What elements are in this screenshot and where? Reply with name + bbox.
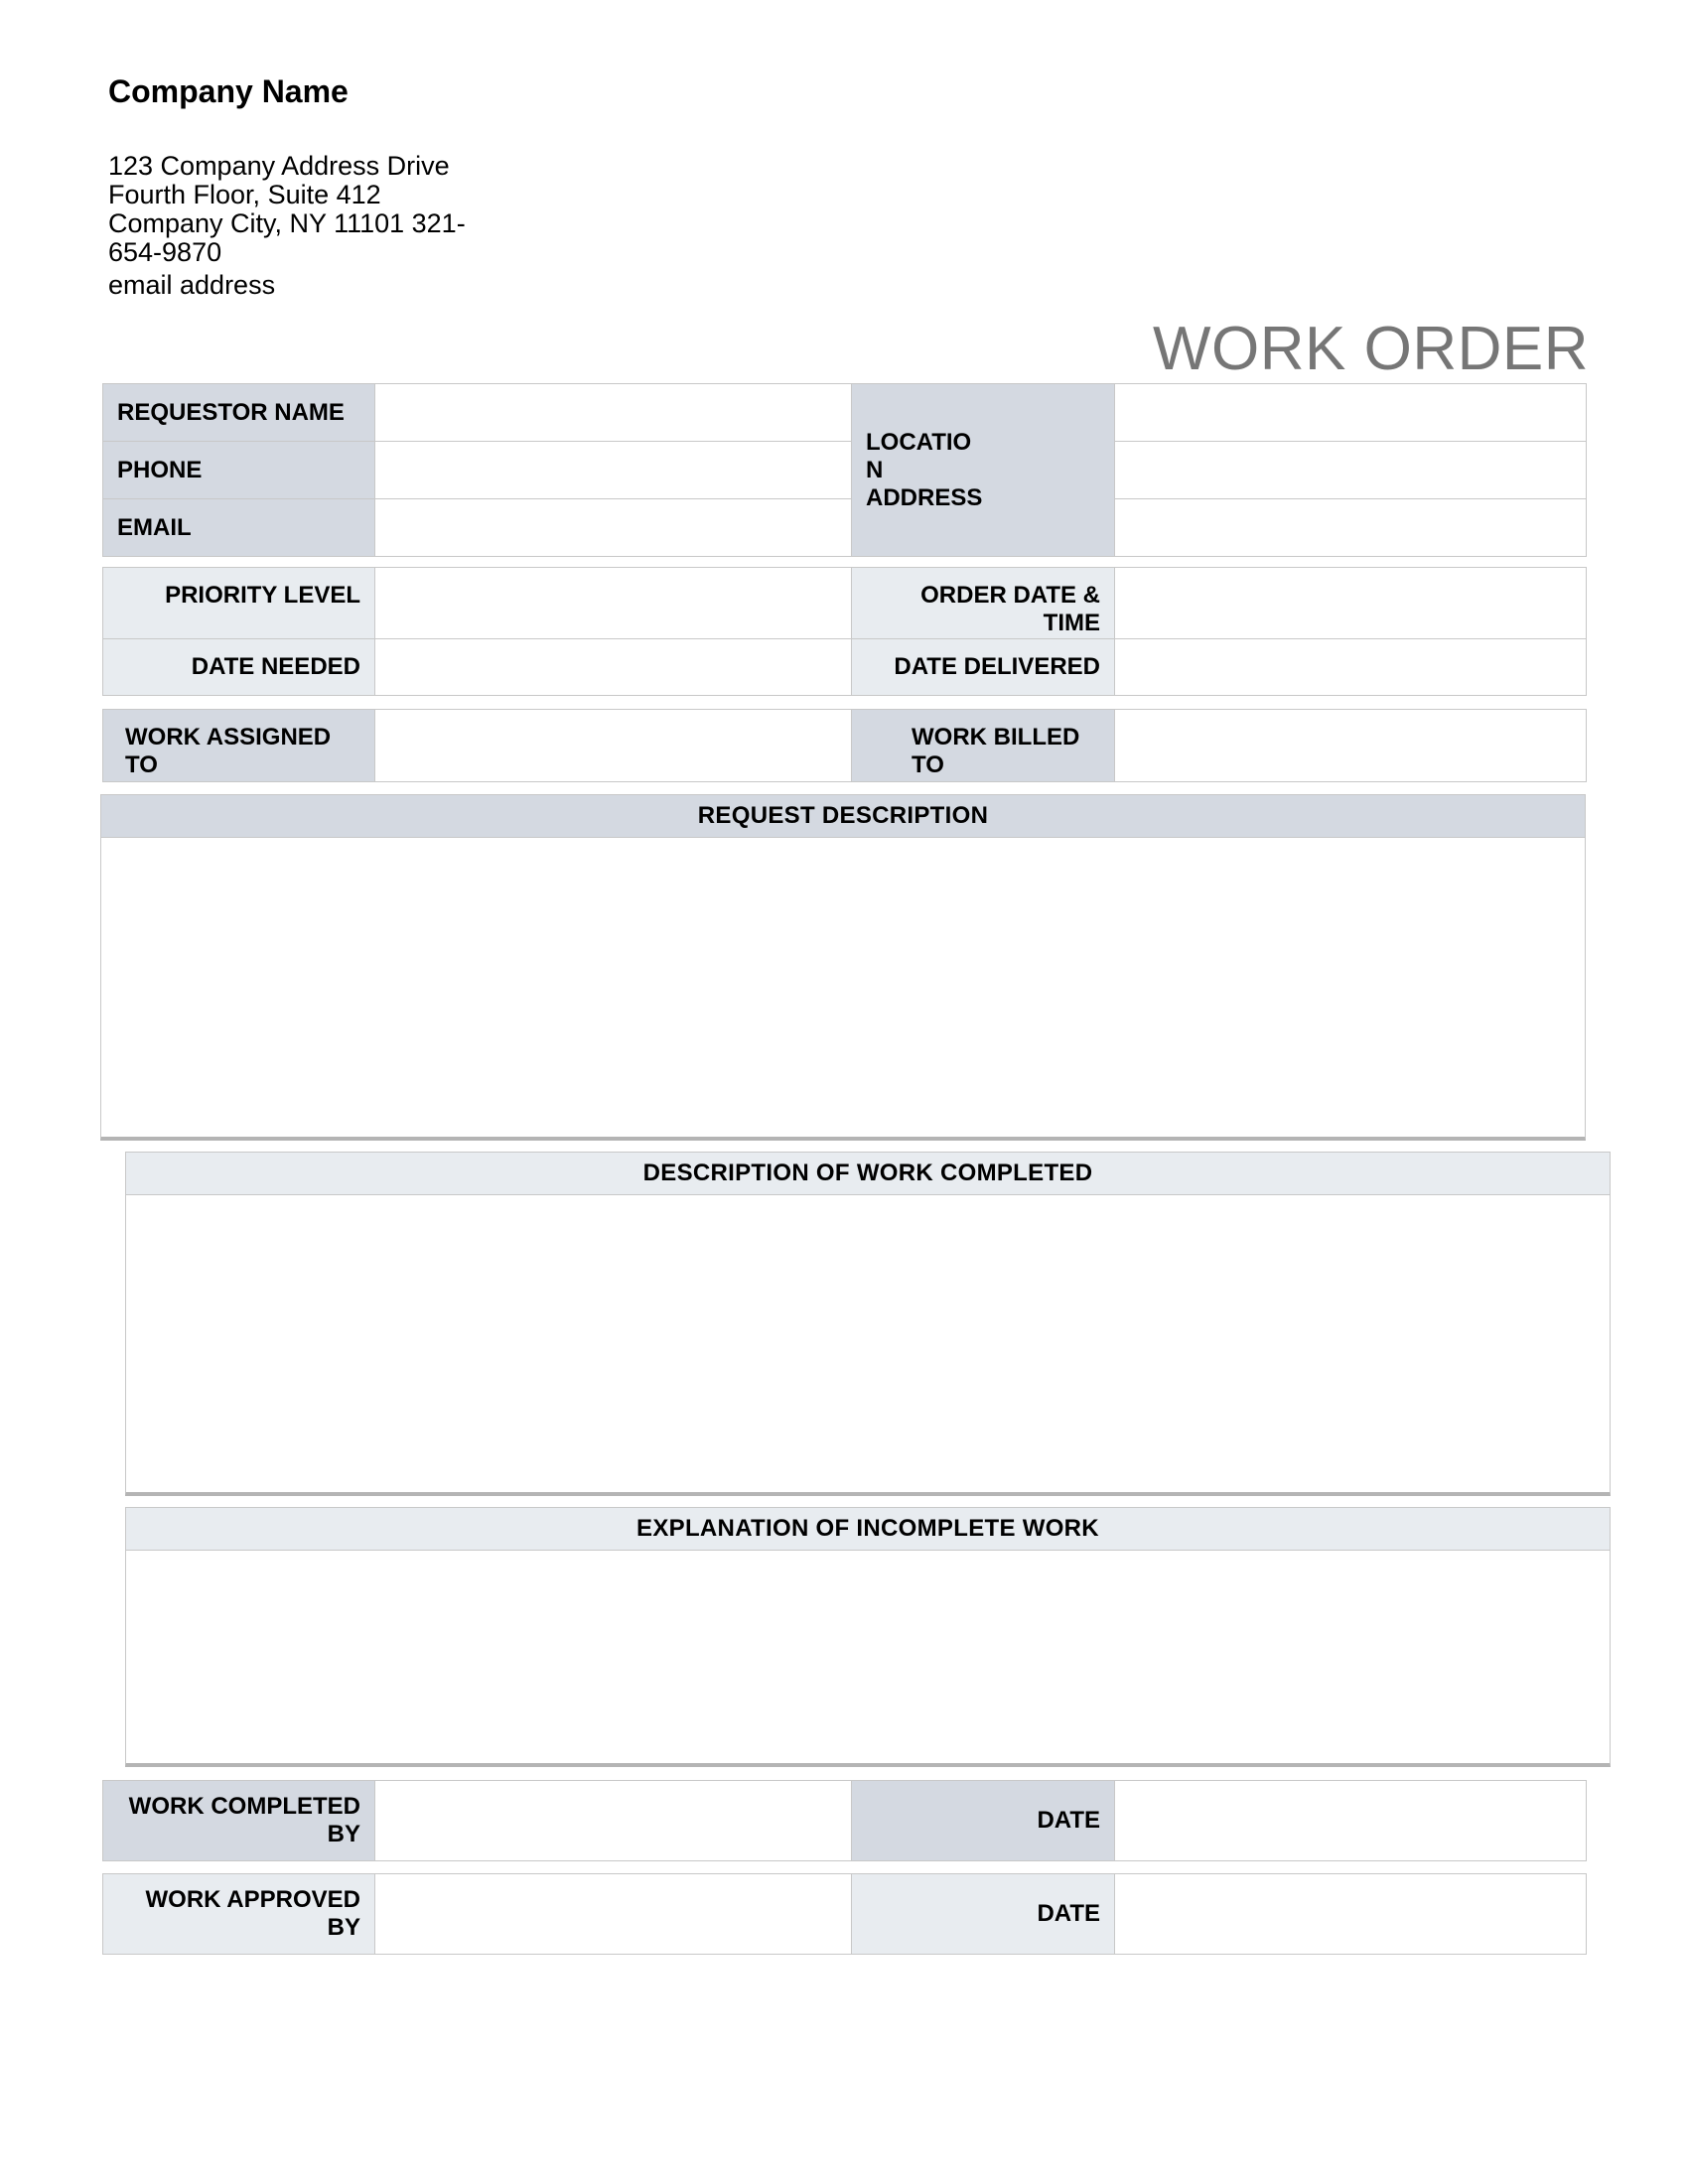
work-completed-by-field[interactable] [375, 1781, 852, 1861]
completed-by-table [102, 1780, 1587, 1861]
requestor-table [102, 383, 1587, 557]
completed-date-label: DATE [852, 1781, 1115, 1861]
company-address [108, 152, 525, 267]
work-approved-by-label [103, 1874, 375, 1955]
address-line: Fourth Floor, Suite 412 [108, 180, 381, 209]
priority-level-field[interactable] [375, 568, 852, 639]
work-assigned-label [103, 710, 375, 782]
approved-by-table [102, 1873, 1587, 1955]
document-title: WORK ORDER [1153, 315, 1589, 383]
order-date-label-line: ORDER DATE & [920, 582, 1100, 609]
location-address-field-2[interactable] [1115, 442, 1587, 499]
request-description-heading: REQUEST DESCRIPTION [101, 795, 1585, 838]
approved-date-field[interactable] [1115, 1874, 1587, 1955]
email-field[interactable] [375, 499, 852, 557]
work-completed-by-label-line: BY [327, 1821, 360, 1847]
location-label-line: N [866, 456, 884, 483]
work-billed-label-line: WORK BILLED [912, 724, 1080, 751]
phone-label: PHONE [103, 442, 375, 499]
address-line: 123 Company Address Drive [108, 151, 450, 181]
date-delivered-field[interactable] [1115, 639, 1587, 696]
requestor-name-label: REQUESTOR NAME [103, 384, 375, 442]
company-email: email address [108, 270, 276, 300]
work-completed-description-heading: DESCRIPTION OF WORK COMPLETED [126, 1153, 1610, 1195]
completed-date-field[interactable] [1115, 1781, 1587, 1861]
date-needed-label: DATE NEEDED [103, 639, 375, 696]
work-completed-description-field[interactable] [126, 1195, 1610, 1491]
email-label: EMAIL [103, 499, 375, 557]
priority-level-label: PRIORITY LEVEL [103, 568, 375, 639]
work-completed-description-section [125, 1152, 1611, 1496]
order-date-label-line: TIME [1043, 610, 1100, 636]
work-completed-by-label [103, 1781, 375, 1861]
work-assigned-label-line: TO [125, 751, 158, 778]
incomplete-work-section [125, 1507, 1611, 1767]
work-approved-by-label-line: WORK APPROVED [145, 1886, 360, 1913]
work-billed-field[interactable] [1115, 710, 1587, 782]
location-label-line: ADDRESS [866, 483, 983, 511]
assignment-table [102, 709, 1587, 782]
requestor-name-field[interactable] [375, 384, 852, 442]
work-assigned-label-line: WORK ASSIGNED [125, 724, 332, 751]
location-label-line: LOCATIO [866, 428, 972, 456]
address-line: Company City, NY 11101 321- [108, 208, 466, 238]
location-address-field-1[interactable] [1115, 384, 1587, 442]
date-needed-field[interactable] [375, 639, 852, 696]
priority-table [102, 567, 1587, 696]
location-address-label [852, 384, 1115, 557]
address-line: 654-9870 [108, 237, 222, 267]
incomplete-work-heading: EXPLANATION OF INCOMPLETE WORK [126, 1508, 1610, 1551]
request-description-field[interactable] [101, 838, 1585, 1136]
order-date-field[interactable] [1115, 568, 1587, 639]
phone-field[interactable] [375, 442, 852, 499]
work-billed-label [852, 710, 1115, 782]
company-name: Company Name [108, 73, 349, 109]
location-address-field-3[interactable] [1115, 499, 1587, 557]
incomplete-work-field[interactable] [126, 1551, 1610, 1762]
date-delivered-label: DATE DELIVERED [852, 639, 1115, 696]
work-approved-by-field[interactable] [375, 1874, 852, 1955]
approved-date-label: DATE [852, 1874, 1115, 1955]
work-approved-by-label-line: BY [327, 1914, 360, 1941]
request-description-section [100, 794, 1586, 1141]
work-completed-by-label-line: WORK COMPLETED [128, 1793, 360, 1820]
order-date-label [852, 568, 1115, 639]
work-assigned-field[interactable] [375, 710, 852, 782]
work-billed-label-line: TO [912, 751, 944, 778]
